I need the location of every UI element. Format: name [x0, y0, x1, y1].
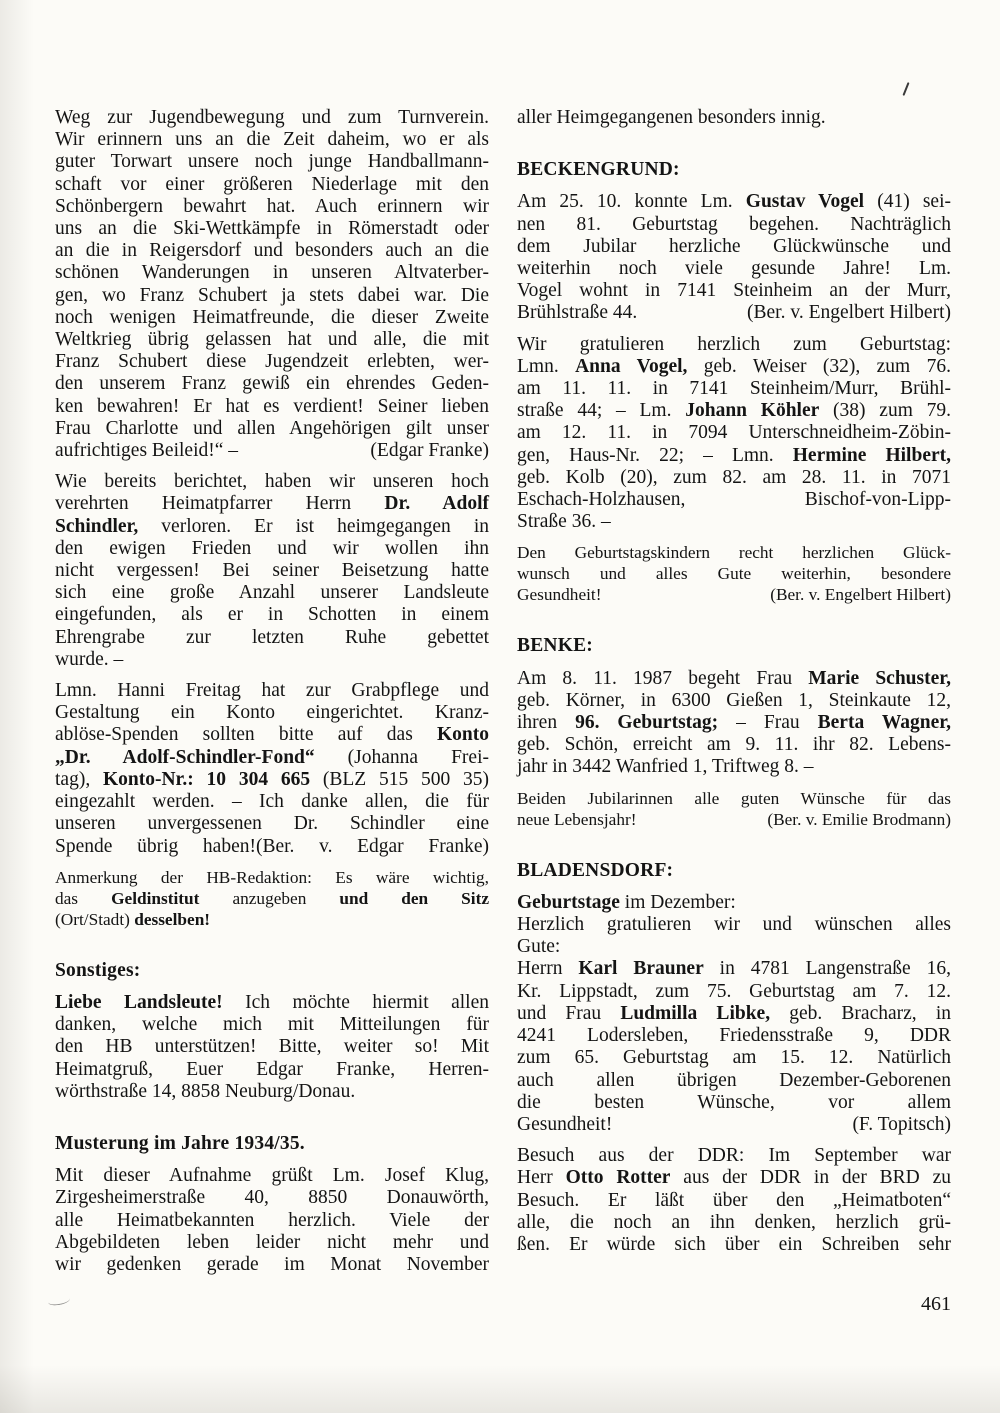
text-line: eingezahlt werden. – Ich danke allen, die für	[55, 791, 489, 813]
section-heading: BENKE:	[517, 635, 593, 657]
text-line: tag), Konto-Nr.: 10 304 665 (BLZ 515 500 35)	[55, 768, 489, 790]
text-line: ken bewahren! Er hat es verdient! Seiner lieben	[55, 395, 489, 417]
text-line: geb. Schön, erreicht am 9. 11. ihr 82. Lebens-	[517, 734, 951, 756]
text-line: Wie bereits berichtet, haben wir unseren hoch	[55, 471, 489, 493]
paragraph	[517, 107, 951, 129]
text-line: aller Heimgegangenen besonders innig.	[517, 107, 826, 128]
text-line: eingefunden, als er in Schotten in einem	[55, 604, 489, 626]
section-heading: Sonstiges:	[55, 959, 141, 981]
text-line: Kr. Lippstadt, zum 75. Geburtstag am 7. 12.	[517, 980, 951, 1002]
paragraph	[55, 107, 489, 462]
text-line: Gute:	[517, 936, 561, 958]
text-line: am 12. 11. in 7094 Unterschneidheim-Zöbin-	[517, 422, 951, 444]
text-line: Weg zur Jugendbewegung und zum Turnverein.	[55, 107, 489, 128]
text-line: Liebe Landsleute! Ich möchte hiermit allen	[55, 991, 489, 1013]
text-line: den ewigen Frieden und wir wollen ihn	[55, 537, 489, 559]
text-line: Spende übrig haben!(Ber. v. Edgar Franke)	[55, 835, 489, 857]
text-line: Vogel wohnt in 7141 Steinheim an der Murr,	[517, 280, 951, 302]
text-line: Den Geburtstagskindern recht herzlichen Glück-	[517, 543, 951, 563]
scan-artifact-squiggle	[48, 1295, 71, 1306]
paragraph	[55, 680, 489, 858]
text-line: wunsch und alles Gute weiterhin, besondere	[517, 564, 951, 584]
text-line: uns an die Ski-Wettkämpfe in Römerstadt oder	[55, 218, 489, 240]
text-line: Schönbergern bewahrt hat. Auch erinnern wir	[55, 195, 489, 217]
text-line: sich eine große Anzahl unserer Landsleute	[55, 582, 489, 604]
text-line: ablöse-Spenden sollten bitte auf das Konto	[55, 724, 489, 746]
text-line: „Dr. Adolf-Schindler-Fond“ (Johanna Frei-	[55, 746, 489, 768]
reporter-credit: (F. Topitsch)	[852, 1113, 951, 1135]
text-line: Straße 36. –	[517, 511, 611, 533]
text-line: (Ort/Stadt) desselben!	[55, 909, 211, 929]
section-heading: Musterung im Jahre 1934/35.	[55, 1132, 305, 1154]
paragraph	[55, 867, 489, 930]
text-line: gen, Haus-Nr. 22; – Lmn. Hermine Hilbert,	[517, 444, 951, 466]
text-line: Zirgesheimerstraße 40, 8850 Donauwörth,	[55, 1187, 489, 1209]
text-line: neue Lebensjahr! (Ber. v. Emilie Brodmann)	[517, 809, 951, 829]
text-line: das Geldinstitut anzugeben und den Sitz	[55, 888, 489, 908]
paragraph	[55, 992, 489, 1103]
text-line: am 11. 11. in 7141 Steinheim/Murr, Brühl-	[517, 378, 951, 400]
text-line: und Frau Ludmilla Libke, geb. Bracharz, in	[517, 1002, 951, 1024]
paragraph	[517, 542, 951, 605]
text-line: Anmerkung der HB-Redaktion: Es wäre wichtig,	[55, 867, 489, 887]
text-line: Abgebildeten leben leider nicht mehr und	[55, 1231, 489, 1253]
text-line: Gestaltung ein Konto eingerichtet. Kranz-	[55, 702, 489, 724]
paragraph	[517, 1145, 951, 1256]
paragraph	[517, 334, 951, 534]
text-line: Wir gratulieren herzlich zum Geburtstag:	[517, 333, 951, 355]
reporter-credit: (Ber. v. Emilie Brodmann)	[767, 809, 951, 829]
text-line: Am 25. 10. konnte Lm. Gustav Vogel (41) sei-	[517, 191, 951, 213]
text-line: alle, die noch an ihn denken, herzlich grü-	[517, 1211, 951, 1233]
text-line: Gesundheit! (F. Topitsch)	[517, 1113, 951, 1135]
text-line: Wir erinnern uns an die Zeit daheim, wo er als	[55, 129, 489, 151]
text-line: nicht vergessen! Bei seiner Beisetzung hatte	[55, 560, 489, 582]
text-line: wurde. –	[55, 648, 124, 670]
text-line: wir gedenken gerade im Monat November	[55, 1253, 489, 1275]
text-line: Brühlstraße 44. (Ber. v. Engelbert Hilbert)	[517, 302, 951, 324]
text-line: Besuch. Er läßt über den „Heimatboten“	[517, 1189, 951, 1211]
paragraph	[55, 1165, 489, 1276]
text-line: noch wenigen Heimatfreunde, die dieser Zweite	[55, 306, 489, 328]
text-line: danken, welche mich mit Mitteilungen für	[55, 1014, 489, 1036]
reporter-credit: (Edgar Franke)	[370, 440, 489, 462]
text-line: ihren 96. Geburtstag; – Frau Berta Wagner,	[517, 712, 951, 734]
text-line: 4241 Lodersleben, Friedensstraße 9, DDR	[517, 1025, 951, 1047]
text-line: zum 65. Geburtstag am 15. 12. Natürlich	[517, 1047, 951, 1069]
left-column	[55, 107, 489, 1285]
text-line: wörthstraße 14, 8858 Neuburg/Donau.	[55, 1080, 356, 1102]
text-line: schaft vor einer größeren Niederlage mit den	[55, 173, 489, 195]
text-line: Heimatgruß, Euer Edgar Franke, Herren-	[55, 1058, 489, 1080]
text-line: Herrn Karl Brauner in 4781 Langenstraße 16,	[517, 958, 951, 980]
text-line: Franz Schubert diese Jugendzeit erlebten, wer-	[55, 351, 489, 373]
text-line: jahr in 3442 Wanfried 1, Triftweg 8. –	[517, 756, 814, 778]
text-line: Geburtstage im Dezember:	[517, 891, 736, 913]
text-line: ßen. Er würde sich über ein Schreiben sehr	[517, 1233, 951, 1255]
text-line: dem Jubilar herzliche Glückwünsche und	[517, 235, 951, 257]
paragraph	[55, 471, 489, 671]
text-line: straße 44; – Lm. Johann Köhler (38) zum 79.	[517, 400, 952, 422]
text-line: geb. Körner, in 6300 Gießen 1, Steinkaute 12,	[517, 689, 951, 711]
text-line: den HB unterstützen! Bitte, weiter so! Mit	[55, 1036, 489, 1058]
text-line: Herzlich gratulieren wir und wünschen alles	[517, 914, 951, 936]
text-line: nen 81. Geburtstag begehen. Nachträglich	[517, 213, 951, 235]
reporter-credit: (Ber. v. Engelbert Hilbert)	[747, 302, 951, 324]
paragraph	[517, 668, 951, 779]
text-line: alle Heimatbekannten herzlich. Viele der	[55, 1209, 489, 1231]
text-line: schönen Wanderungen in unseren Altvaterber-	[55, 262, 489, 284]
text-line: verehrten Heimatpfarrer Herrn Dr. Adolf	[55, 493, 489, 515]
text-line: gen, wo Franz Schubert ja stets dabei war. Die	[55, 284, 489, 306]
text-line: Gesundheit! (Ber. v. Engelbert Hilbert)	[517, 585, 951, 605]
text-line: Eschach-Holzhausen, Bischof-von-Lipp-	[517, 489, 951, 511]
text-line: Schindler, verloren. Er ist heimgegangen in	[55, 515, 489, 537]
right-column	[517, 107, 951, 1265]
paragraph	[517, 191, 951, 324]
page-number: 461	[921, 1293, 951, 1315]
paragraph	[517, 892, 951, 1136]
section-heading: BLADENSDORF:	[517, 859, 674, 881]
paragraph	[517, 788, 951, 830]
scan-artifact-mark	[902, 82, 909, 96]
text-line: den unserem Franz gewiß ein ehrendes Geden-	[55, 373, 489, 395]
text-line: Beiden Jubilarinnen alle guten Wünsche für das	[517, 788, 951, 808]
text-line: Frau Charlotte und allen Angehörigen gilt unser	[55, 417, 489, 439]
text-line: Ehrengrabe zur letzten Ruhe gebettet	[55, 626, 489, 648]
text-line: Lmn. Anna Vogel, geb. Weiser (32), zum 76.	[517, 355, 951, 377]
text-line: Mit dieser Aufnahme grüßt Lm. Josef Klug,	[55, 1165, 489, 1187]
text-line: Besuch aus der DDR: Im September war	[517, 1145, 951, 1167]
text-line: die besten Wünsche, vor allem	[517, 1091, 951, 1113]
text-line: Am 8. 11. 1987 begeht Frau Marie Schuster,	[517, 667, 951, 689]
text-line: Lmn. Hanni Freitag hat zur Grabpflege und	[55, 680, 489, 702]
text-line: weiterhin noch viele gesunde Jahre! Lm.	[517, 258, 951, 280]
text-line: unseren unvergessenen Dr. Schindler eine	[55, 813, 489, 835]
text-line: aufrichtiges Beileid!“ – (Edgar Franke)	[55, 440, 489, 462]
text-line: Herr Otto Rotter aus der DDR in der BRD zu	[517, 1167, 951, 1189]
section-heading: BECKENGRUND:	[517, 159, 680, 181]
reporter-credit: (Ber. v. Engelbert Hilbert)	[770, 585, 951, 605]
text-line: guter Torwart unsere noch junge Handballmann-	[55, 151, 489, 173]
text-line: auch allen übrigen Dezember-Geborenen	[517, 1069, 951, 1091]
text-line: Weltkrieg übrig gelassen hat und alle, die mit	[55, 329, 489, 351]
text-line: an die in Reigersdorf und besonders auch an die	[55, 240, 489, 262]
text-line: geb. Kolb (20), zum 82. am 28. 11. in 7071	[517, 466, 951, 488]
